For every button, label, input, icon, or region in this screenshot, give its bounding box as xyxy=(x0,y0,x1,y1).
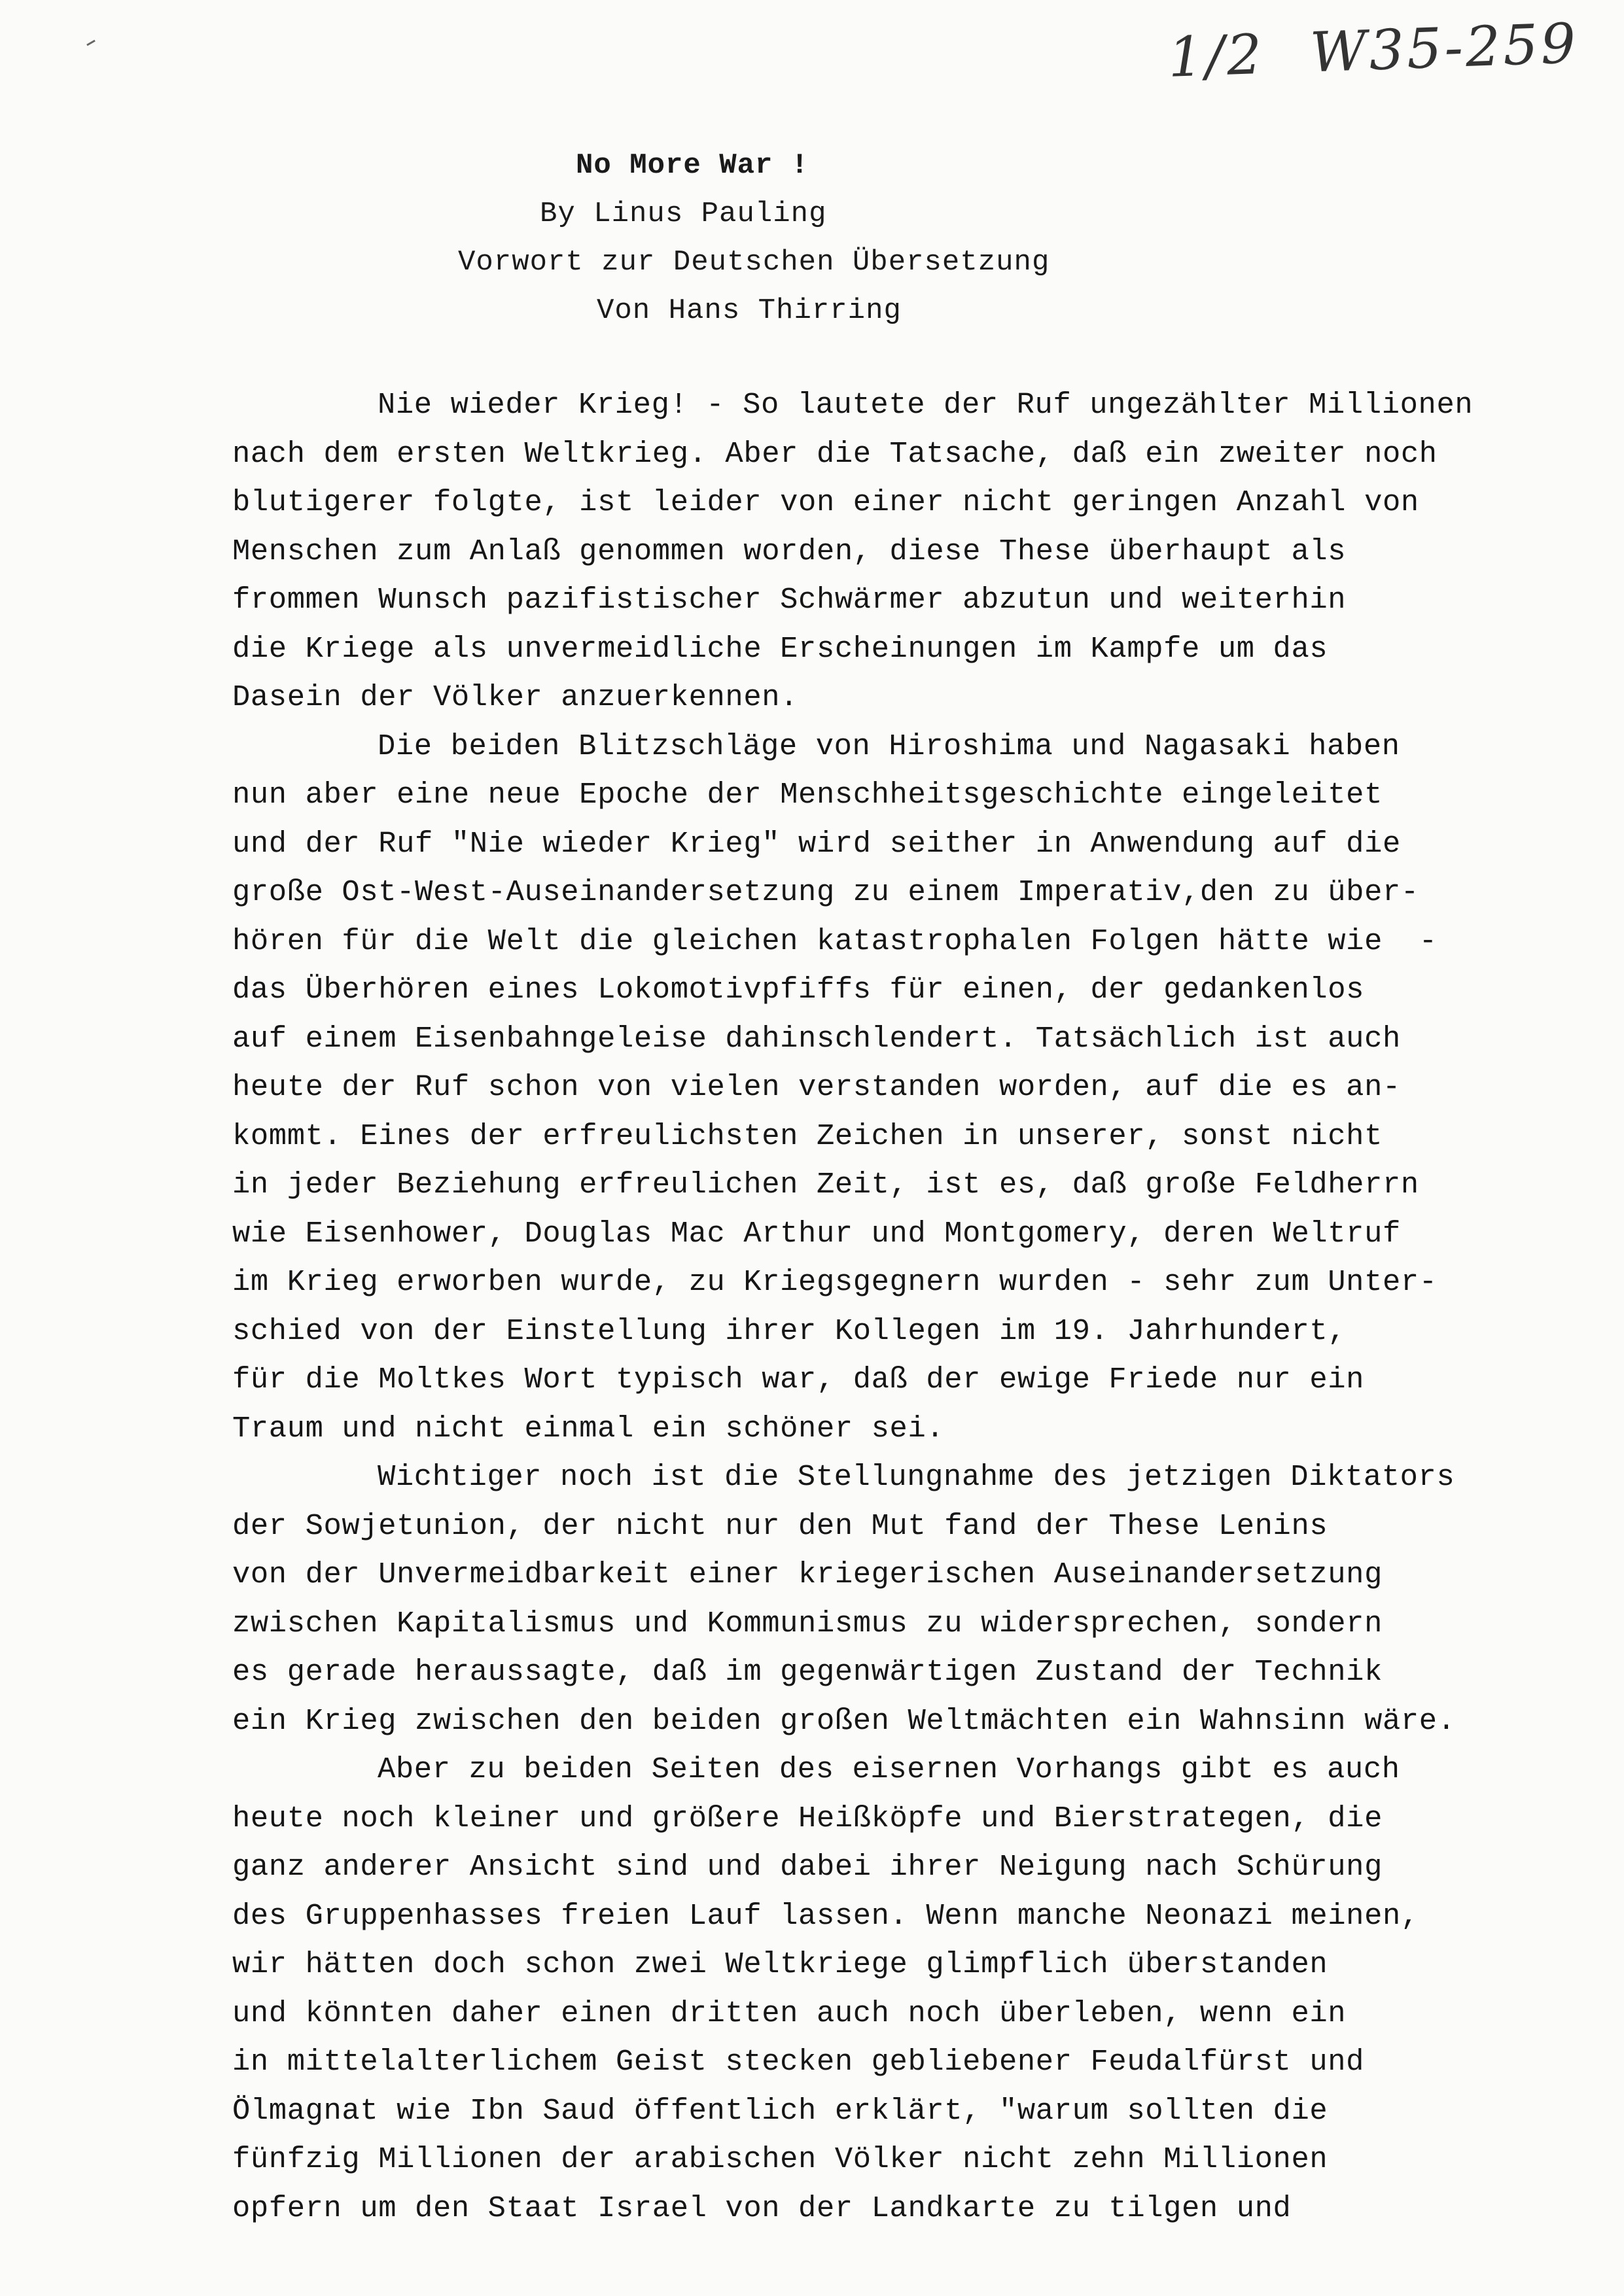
text-line: in mittelalterlichem Geist stecken gebliebener Feudalfürst und xyxy=(232,2045,1365,2079)
document-author: By Linus Pauling xyxy=(540,198,827,230)
page-count-annotation: 1/2 xyxy=(1167,22,1265,90)
text-line: wie Eisenhower, Douglas Mac Arthur und Montgomery, deren Weltruf xyxy=(232,1216,1401,1251)
text-line: Traum und nicht einmal ein schöner sei. xyxy=(232,1411,945,1446)
text-line: in jeder Beziehung erfreulichen Zeit, ist es, daß große Feldherrn xyxy=(232,1168,1419,1202)
text-line: die Kriege als unvermeidliche Erscheinungen im Kampfe um das xyxy=(232,631,1328,666)
paragraph xyxy=(232,381,1580,722)
text-line: im Krieg erworben wurde, zu Kriegsgegnern wurden - sehr zum Unter- xyxy=(232,1265,1438,1299)
text-line: heute noch kleiner und größere Heißköpfe und Bierstrategen, die xyxy=(232,1801,1383,1835)
document-translator: Von Hans Thirring xyxy=(597,294,902,327)
text-line: Nie wieder Krieg! - So lautete der Ruf ungezählter Millionen xyxy=(378,388,1474,422)
text-line: opfern um den Staat Israel von der Landkarte zu tilgen und xyxy=(232,2191,1292,2225)
text-line: Aber zu beiden Seiten des eisernen Vorhangs gibt es auch xyxy=(378,1752,1400,1786)
document-subtitle: Vorwort zur Deutschen Übersetzung xyxy=(458,246,1050,279)
text-line: schied von der Einstellung ihrer Kollegen im 19. Jahrhundert, xyxy=(232,1313,1347,1348)
text-line: ein Krieg zwischen den beiden großen Weltmächten ein Wahnsinn wäre. xyxy=(232,1703,1456,1738)
text-line: Wichtiger noch ist die Stellungnahme des jetzigen Diktators xyxy=(378,1460,1455,1494)
text-line: für die Moltkes Wort typisch war, daß der ewige Friede nur ein xyxy=(232,1363,1365,1397)
text-line: und der Ruf "Nie wieder Krieg" wird seither in Anwendung auf die xyxy=(232,826,1401,861)
stray-mark xyxy=(86,40,96,46)
text-line: heute der Ruf schon von vielen verstanden worden, auf die es an- xyxy=(232,1070,1401,1104)
text-line: fünfzig Millionen der arabischen Völker nicht zehn Millionen xyxy=(232,2142,1328,2176)
text-line: des Gruppenhasses freien Lauf lassen. Wenn manche Neonazi meinen, xyxy=(232,1898,1419,1933)
text-line: der Sowjetunion, der nicht nur den Mut fand der These Lenins xyxy=(232,1508,1328,1543)
text-line: kommt. Eines der erfreulichsten Zeichen in unserer, sonst nicht xyxy=(232,1119,1383,1153)
text-line: es gerade heraussagte, daß im gegenwärtigen Zustand der Technik xyxy=(232,1655,1383,1689)
document-title: No More War ! xyxy=(576,149,809,182)
paragraph xyxy=(232,1745,1580,2233)
text-line: zwischen Kapitalismus und Kommunismus zu widersprechen, sondern xyxy=(232,1606,1383,1641)
text-line: Ölmagnat wie Ibn Saud öffentlich erklärt, "warum sollten die xyxy=(232,2093,1328,2128)
text-line: hören für die Welt die gleichen katastrophalen Folgen hätte wie - xyxy=(232,924,1438,958)
text-line: ganz anderer Ansicht sind und dabei ihrer Neigung nach Schürung xyxy=(232,1850,1383,1884)
text-line: wir hätten doch schon zwei Weltkriege glimpflich überstanden xyxy=(232,1947,1328,1981)
text-line: Die beiden Blitzschläge von Hiroshima und Nagasaki haben xyxy=(378,729,1400,763)
text-line: nach dem ersten Weltkrieg. Aber die Tatsache, daß ein zweiter noch xyxy=(232,436,1438,471)
paragraph xyxy=(232,722,1580,1453)
paragraph xyxy=(232,1453,1580,1745)
text-line: nun aber eine neue Epoche der Menschheitsgeschichte eingeleitet xyxy=(232,778,1383,812)
text-line: von der Unvermeidbarkeit einer kriegerischen Auseinandersetzung xyxy=(232,1557,1383,1592)
body-text xyxy=(232,381,1580,2233)
handwritten-annotation xyxy=(1167,11,1579,90)
archive-number-annotation: W35-259 xyxy=(1309,11,1580,85)
text-line: Menschen zum Anlaß genommen worden, diese These überhaupt als xyxy=(232,534,1347,568)
text-line: und könnten daher einen dritten auch noch überleben, wenn ein xyxy=(232,1996,1347,2030)
text-line: blutigerer folgte, ist leider von einer nicht geringen Anzahl von xyxy=(232,485,1419,519)
text-line: das Überhören eines Lokomotivpfiffs für einen, der gedankenlos xyxy=(232,973,1365,1007)
text-line: auf einem Eisenbahngeleise dahinschlendert. Tatsächlich ist auch xyxy=(232,1021,1401,1056)
text-line: große Ost-West-Auseinandersetzung zu einem Imperativ,den zu über- xyxy=(232,875,1419,909)
text-line: Dasein der Völker anzuerkennen. xyxy=(232,680,799,714)
text-line: frommen Wunsch pazifistischer Schwärmer abzutun und weiterhin xyxy=(232,583,1347,617)
